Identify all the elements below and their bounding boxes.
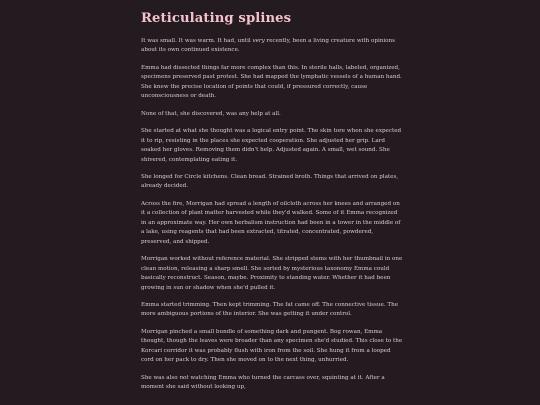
paragraph [141, 328, 403, 366]
article-title: Reticulating splines [141, 11, 292, 26]
paragraph [141, 37, 403, 56]
paragraph [141, 64, 403, 102]
paragraph [141, 374, 403, 393]
text-run: Across the fire, Morrigan had spread a length of oilcloth across her knees and arranged on it a collection of plant matter harvested while they'd walked. Some of it Emma recognized in an approximate way. Her own herbalism instruction had been in a tower in the middle of a lake, using reagents that had been extracted, titrated, concentrated, powdered, preserved, and shipped. [141, 200, 401, 245]
paragraph [141, 110, 403, 119]
text-run: It was small. It was warm. It had, until [141, 38, 253, 44]
article [141, 0, 403, 401]
text-run: watching Emma who turned the carcass over, squinting at it. After a moment she said without looking up, [141, 374, 385, 391]
text-run: She longed for Circle kitchens. Clean bread. Strained broth. Things that arrived on plates, already decided. [141, 173, 399, 190]
text-run: She was also [141, 374, 180, 381]
text-run: None of that, she discovered, was any help at all. [141, 110, 281, 117]
paragraph [141, 127, 403, 165]
article-body [141, 37, 403, 393]
emphasis-text: not [179, 374, 189, 381]
text-run: Morrigan pinched a small bundle of something dark and pungent. Bog rowan, Emma thought, though the leaves were broader than any specimen she'd studied. This close to the Korcari corridor it was probably flush with iron from the soil. She hung it from a looped cord on her pack to dry. Then she moved on to the next thing, unhurried. [141, 328, 403, 364]
paragraph [141, 301, 403, 320]
text-run: recently, been a living creature with opinions about its own continued existence. [141, 38, 395, 54]
emphasis-text: very [252, 38, 265, 44]
paragraph [141, 173, 403, 192]
text-run: Morrigan worked without reference material. She stripped stems with her thumbnail in one clean motion, releasing a sharp smell. She sorted by mysterious taxonomy Emma could basically reconstruct. Season, maybe. Proximity to standing water. Whether it had been growing in sun or shadow when she'd pulled it. [141, 256, 403, 291]
text-run: She started at what she thought was a logical entry point. The skin tore when she expected it to rip, resisting in the places she expected cooperation. She adjusted her grip. Lard soaked her gloves. Removing them didn't help. Adjusted again. A small, wet sound. She shivered, contemplating eating it. [141, 128, 402, 163]
text-run: Emma started trimming. Then kept trimming. The fat came off. The connective tissue. The more ambiguous portions of the interior. She was getting it under control. [141, 301, 399, 318]
text-run: Emma had dissected things far more complex than this. In sterile halls, labeled, organized, specimens preserved past protest. She had mapped the lymphatic vessels of a human hand. She knew the precise location of points that could, if pressured correctly, cause unconsciousness or death. [141, 64, 402, 100]
paragraph [141, 200, 403, 247]
paragraph [141, 255, 403, 293]
